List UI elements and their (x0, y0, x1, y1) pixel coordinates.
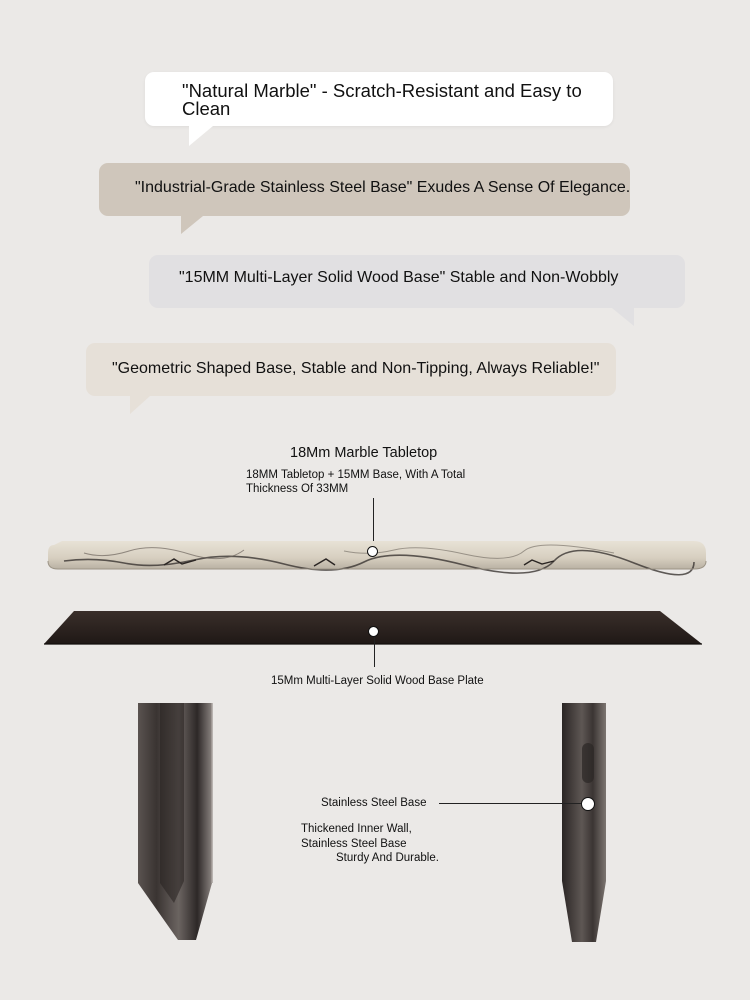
feature-bubble-natural-marble (145, 72, 613, 126)
bubble-text: "Industrial-Grade Stainless Steel Base" Exudes A Sense Of Elegance. (135, 179, 631, 196)
steel-base-leader-line (439, 803, 582, 804)
bubble-tail (181, 216, 203, 234)
steel-base-description (301, 822, 439, 866)
bubble-tail (189, 126, 213, 146)
steel-description-line: Thickened Inner Wall, (301, 823, 412, 835)
steel-description-line: Sturdy And Durable. (336, 852, 439, 864)
left-steel-leg-image (138, 703, 214, 941)
wood-plate-leader-line (374, 637, 375, 667)
right-steel-leg-image (562, 703, 608, 943)
bubble-text: "15MM Multi-Layer Solid Wood Base" Stable and Non-Wobbly (179, 269, 619, 286)
tabletop-title: 18Mm Marble Tabletop (290, 445, 438, 461)
bubble-tail (612, 308, 634, 326)
steel-description-line: Stainless Steel Base (301, 837, 407, 850)
bubble-tail (130, 396, 150, 414)
steel-base-label: Stainless Steel Base (321, 797, 427, 809)
bubble-text: "Natural Marble" - Scratch-Resistant and Easy to Clean (182, 80, 582, 119)
wood-plate-marker-dot (368, 626, 379, 637)
feature-bubble-geometric-base (86, 343, 616, 396)
bubble-text: "Geometric Shaped Base, Stable and Non-Tipping, Always Reliable!" (112, 360, 600, 377)
feature-bubble-stainless-steel (99, 163, 630, 216)
feature-bubble-solid-wood (149, 255, 685, 308)
tabletop-description: 18MM Tabletop + 15MM Base, With A Total Thickness Of 33MM (246, 469, 466, 495)
steel-base-marker-dot (581, 797, 595, 811)
tabletop-marker-dot (367, 546, 378, 557)
wood-plate-label: 15Mm Multi-Layer Solid Wood Base Plate (271, 675, 484, 687)
